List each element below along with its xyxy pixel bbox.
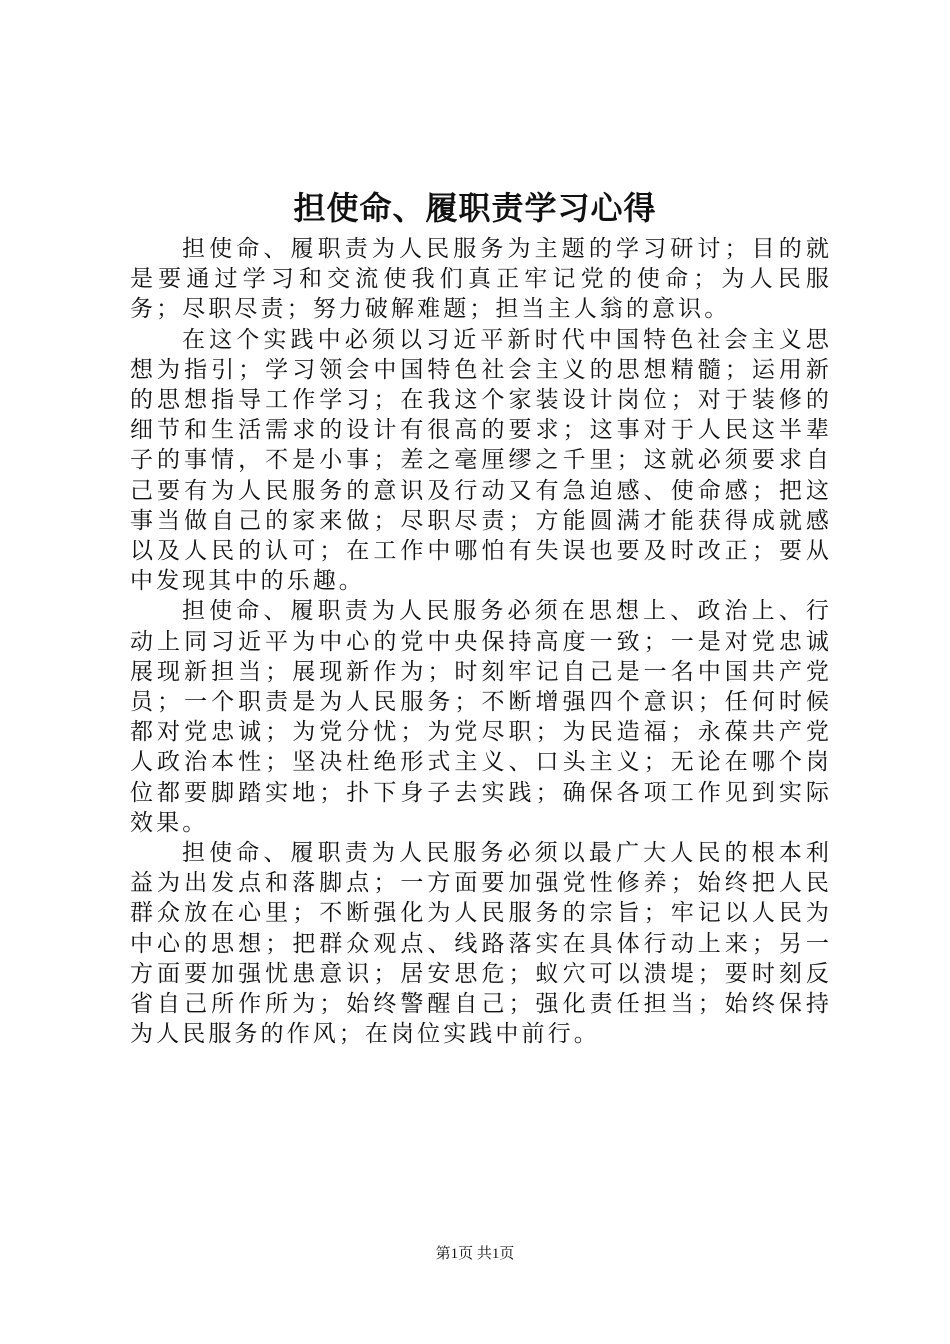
- document-body: [130, 234, 832, 1049]
- document-title: 担使命、履职责学习心得: [293, 189, 657, 227]
- paragraph-1: 担使命、履职责为人民服务为主题的学习研讨；目的就是要通过学习和交流使我们真正牢记党的使命；为人民服务；尽职尽责；努力破解难题；担当主人翁的意识。: [130, 236, 832, 323]
- paragraph-3: 担使命、履职责为人民服务必须在思想上、政治上、行动上同习近平为中心的党中央保持高度一致；一是对党忠诚展现新担当；展现新作为；时刻牢记自己是一名中国共产党员；一个职责是为人民服务；不断增强四个意识；任何时候都对党忠诚；为党分忧；为党尽职；为民造福；永葆共产党人政治本性；坚决杜绝形式主义、口头主义；无论在哪个岗位都要脚踏实地；扑下身子去实践；确保各项工作见到实际效果。: [130, 598, 832, 836]
- page-footer: 第1页 共1页: [435, 1246, 515, 1262]
- paragraph-2: 在这个实践中必须以习近平新时代中国特色社会主义思想为指引；学习领会中国特色社会主义的思想精髓；运用新的思想指导工作学习；在我这个家装设计岗位；对于装修的细节和生活需求的设计有很高的要求；这事对于人民这半辈子的事情，不是小事；差之毫厘缪之千里；这就必须要求自己要有为人民服务的意识及行动又有急迫感、使命感；把这事当做自己的家来做；尽职尽责；方能圆满才能获得成就感以及人民的认可；在工作中哪怕有失误也要及时改正；要从中发现其中的乐趣。: [130, 326, 832, 595]
- paragraph-4: 担使命、履职责为人民服务必须以最广大人民的根本利益为出发点和落脚点；一方面要加强党性修养；始终把人民群众放在心里；不断强化为人民服务的宗旨；牢记以人民为中心的思想；把群众观点、线路落实在具体行动上来；另一方面要加强忧患意识；居安思危；蚁穴可以溃堤；要时刻反省自己所作所为；始终警醒自己；强化责任担当；始终保持为人民服务的作风；在岗位实践中前行。: [130, 840, 832, 1048]
